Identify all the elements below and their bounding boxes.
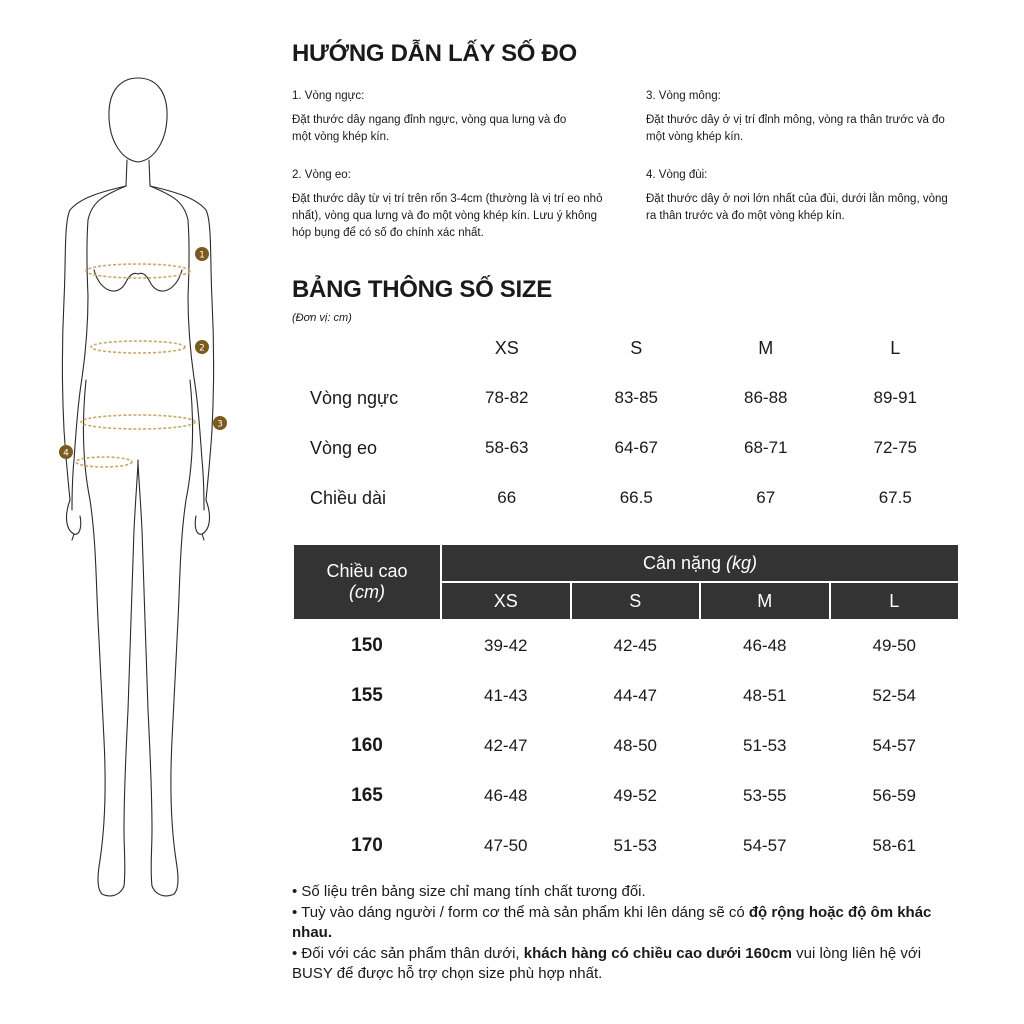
note-item: [292, 882, 952, 903]
size-header: XS: [494, 337, 519, 358]
table-cell: 53-55: [743, 786, 787, 805]
table-row: [293, 620, 959, 671]
table-cell: 89-91: [873, 388, 917, 407]
unit-note: (Đơn vị: cm): [292, 312, 352, 324]
size-table-title: BẢNG THÔNG SỐ SIZE: [292, 276, 552, 303]
table-cell: 51-53: [743, 736, 787, 755]
table-row: [292, 373, 960, 423]
guide-item-waist: [292, 167, 612, 242]
size-header: L: [890, 337, 901, 358]
table-row: [293, 721, 959, 771]
table-cell: 39-42: [484, 636, 528, 655]
table-cell: 56-59: [872, 786, 916, 805]
row-label: Vòng ngực: [310, 387, 399, 408]
table-cell: 67.5: [878, 488, 912, 507]
size-header: M: [758, 337, 774, 358]
weight-header-row: [293, 544, 959, 582]
height-cell: 155: [351, 685, 383, 706]
measure-marker-3: [213, 416, 227, 430]
table-cell: 66.5: [619, 488, 653, 507]
table-cell: 58-63: [485, 438, 529, 457]
height-cell: 150: [351, 635, 383, 656]
table-cell: 52-54: [872, 686, 916, 705]
table-cell: 47-50: [484, 836, 528, 855]
weight-unit: (kg): [726, 552, 758, 573]
guide-item-thigh: [646, 167, 966, 225]
height-unit: (cm): [349, 582, 385, 602]
measure-marker-2: [195, 340, 209, 354]
size-header: S: [630, 337, 643, 358]
note-item: [292, 903, 952, 944]
guide-heading: 2. Vòng eo:: [292, 169, 351, 181]
table-row: [293, 821, 959, 871]
svg-text:1: 1: [199, 250, 205, 261]
table-row: [293, 771, 959, 821]
table-cell: 68-71: [744, 438, 788, 457]
note-text: • Đối với các sản phẩm thân dưới,: [292, 944, 524, 962]
measure-marker-1: [195, 247, 209, 261]
guide-heading: 1. Vòng ngực:: [292, 90, 365, 102]
height-weight-table: [292, 543, 960, 871]
table-cell: 46-48: [743, 636, 787, 655]
guide-item-hip: [646, 88, 966, 146]
size-header: XS: [441, 582, 571, 620]
table-cell: 66: [497, 488, 517, 507]
note-text: • Số liệu trên bảng size chỉ mang tính chất tương đối.: [292, 883, 646, 900]
svg-text:2: 2: [199, 343, 205, 354]
table-cell: 49-52: [613, 786, 657, 805]
row-label: Vòng eo: [310, 437, 378, 458]
body-figure-illustration: [30, 60, 260, 920]
height-label: Chiều cao: [326, 561, 408, 581]
note-item: [292, 944, 952, 985]
table-cell: 86-88: [744, 388, 788, 407]
table-cell: 42-47: [484, 736, 528, 755]
table-cell: 48-51: [743, 686, 787, 705]
height-cell: 170: [351, 835, 383, 856]
table-cell: 54-57: [743, 836, 787, 855]
svg-text:3: 3: [217, 419, 223, 430]
table-cell: 83-85: [614, 388, 658, 407]
table-cell: 51-53: [613, 836, 657, 855]
table-cell: 78-82: [485, 388, 529, 407]
table-cell: 49-50: [872, 636, 916, 655]
note-text: • Tuỳ vào dáng người / form cơ thể mà sản phẩm khi lên dáng sẽ có: [292, 903, 749, 921]
table-cell: 41-43: [484, 686, 528, 705]
table-cell: 64-67: [614, 438, 658, 457]
guide-title: HƯỚNG DẪN LẤY SỐ ĐO: [292, 40, 577, 67]
weight-label: Cân nặng: [642, 552, 722, 573]
guide-heading: 3. Vòng mông:: [646, 90, 721, 102]
size-header: S: [571, 582, 701, 620]
table-cell: 46-48: [484, 786, 528, 805]
size-measurement-table: [292, 323, 960, 523]
size-header: M: [700, 582, 830, 620]
guide-heading: 4. Vòng đùi:: [646, 169, 708, 181]
note-emphasis: khách hàng có chiều cao dưới 160cm: [523, 944, 793, 962]
weight-header: [441, 544, 959, 582]
size-header-row: [292, 323, 960, 373]
table-cell: 42-45: [613, 636, 657, 655]
height-cell: 165: [351, 785, 383, 806]
table-cell: 58-61: [872, 836, 916, 855]
notes-section: [292, 882, 952, 985]
measure-marker-4: [59, 445, 73, 459]
guide-item-chest: [292, 88, 612, 146]
row-label: Chiều dài: [310, 487, 387, 508]
svg-text:4: 4: [63, 448, 69, 459]
table-cell: 44-47: [613, 686, 657, 705]
guide-text: Đặt thước dây ở vị trí đỉnh mông, vòng ra thân trước và đo một vòng khép kín.: [646, 114, 945, 143]
table-cell: 48-50: [613, 736, 657, 755]
guide-text: Đặt thước dây ở nơi lớn nhất của đùi, dưới lằn mông, vòng ra thân trước và đo một vòng khép kín.: [646, 193, 948, 222]
table-cell: 54-57: [872, 736, 916, 755]
table-cell: 67: [756, 488, 776, 507]
note-text: vui lòng liên hệ với BUSY để được hỗ trợ chọn size phù hợp nhất.: [292, 944, 922, 982]
height-cell: 160: [351, 735, 383, 756]
table-row: [292, 423, 960, 473]
table-cell: 72-75: [873, 438, 917, 457]
mannequin-outline: [30, 60, 260, 920]
guide-text: Đặt thước dây ngang đỉnh ngực, vòng qua lưng và đo một vòng khép kín.: [292, 114, 567, 143]
table-row: [293, 671, 959, 721]
note-emphasis: độ rộng hoặc độ ôm khác nhau.: [292, 903, 932, 941]
size-header: L: [830, 582, 960, 620]
guide-text: Đặt thước dây từ vị trí trên rốn 3-4cm (thường là vị trí eo nhỏ nhất), vòng qua lưng và đo một vòng khép kín. Lưu ý không hóp bụng để có số đo chính xác nhất.: [292, 193, 603, 239]
height-header: [293, 544, 441, 620]
table-row: [292, 473, 960, 523]
